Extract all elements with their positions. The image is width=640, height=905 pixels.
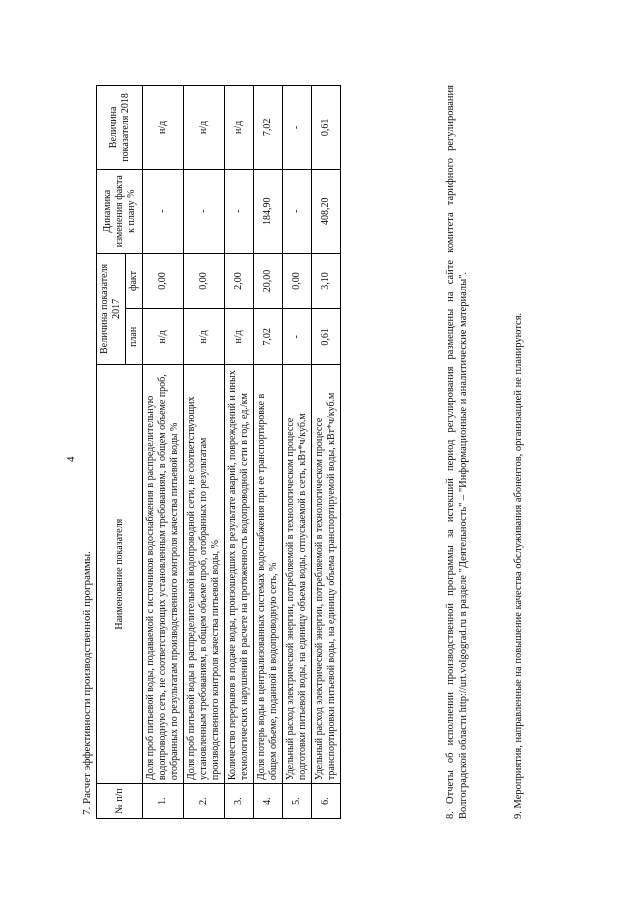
header-num: № п/п: [97, 784, 143, 819]
row-num: 1.: [143, 784, 184, 819]
row-dynamics: 408,20: [312, 169, 341, 253]
row-name: Количество перерывов в подаче воды, произошедших в результате аварий, повреждений и иных технологических нарушений в расчете на протяженность водопроводной сети в год, ед./км: [225, 365, 254, 784]
paragraph-9: 9. Мероприятия, направленные на повышение качества обслуживания абонентов, организацией не планируются.: [513, 312, 524, 819]
row-num: 3.: [225, 784, 254, 819]
row-name: Удельный расход электрической энергии, потребляемой в технологическом процессе транспортировки питьевой воды, на единицу объема транспортируемой воды, кВт*ч/куб.м: [312, 365, 341, 784]
row-plan: н/д: [143, 309, 184, 365]
table-header-row: [97, 86, 126, 819]
table-row: [225, 86, 254, 819]
row-value-2018: 0,61: [312, 86, 341, 170]
row-name: Доля проб питьевой воды, подаваемой с источников водоснабжения в распределительную водопроводную сеть, не соответствующих установленным требованиям, в общем объеме проб, отобранных по результатам производственного контроля качества питьевой воды %: [143, 365, 184, 784]
row-value-2018: -: [283, 86, 312, 170]
row-dynamics: -: [283, 169, 312, 253]
row-fact: 20,00: [254, 253, 283, 309]
row-name: Доля потерь воды в централизованных системах водоснабжения при ее транспортировке в общем объеме, поданной в водопроводную сеть, %: [254, 365, 283, 784]
row-name: Доля проб питьевой воды в распределительной водопроводной сети, не соответствующих установленным требованиям, в общем объеме проб, отобранных по результатам производственного контроля качества питьевой воды, %: [184, 365, 225, 784]
row-fact: 0,00: [143, 253, 184, 309]
row-value-2018: н/д: [143, 86, 184, 170]
row-num: 5.: [283, 784, 312, 819]
table-row: [143, 86, 184, 819]
row-fact: 0,00: [283, 253, 312, 309]
row-fact: 3,10: [312, 253, 341, 309]
row-plan: -: [283, 309, 312, 365]
efficiency-table: [96, 85, 341, 819]
header-value-2017: Величина показателя 2017: [97, 253, 126, 365]
paragraph-8: 8. Отчеты об исполнении производственной программы за истекший период регулирования размещены на сайте комитета тарифного регулирования Волгоградской области http://urt.volgograd.ru в разделе "Деятельность" – "Информационные и аналитические материалы".: [445, 85, 469, 819]
row-fact: 0,00: [184, 253, 225, 309]
table-row: [312, 86, 341, 819]
row-plan: н/д: [184, 309, 225, 365]
header-value-2018: Величина показателя 2018: [97, 86, 143, 170]
header-plan: план: [126, 309, 143, 365]
row-dynamics: -: [184, 169, 225, 253]
header-fact: факт: [126, 253, 143, 309]
row-name: Удельный расход электрической энергии, потребляемой в технологическом процессе подготовки питьевой воды, на единицу объема воды, отпускаемой в сеть, кВт*ч/куб.м: [283, 365, 312, 784]
row-dynamics: 184,90: [254, 169, 283, 253]
section-7-heading: 7. Расчет эффективности производственной программы.: [81, 551, 93, 815]
table-row: [184, 86, 225, 819]
row-num: 4.: [254, 784, 283, 819]
row-plan: н/д: [225, 309, 254, 365]
row-value-2018: н/д: [225, 86, 254, 170]
row-value-2018: 7,02: [254, 86, 283, 170]
row-num: 6.: [312, 784, 341, 819]
table-row: [254, 86, 283, 819]
row-plan: 0,61: [312, 309, 341, 365]
row-dynamics: -: [143, 169, 184, 253]
header-dynamics: Динамика изменения факта к плану %: [97, 169, 143, 253]
row-dynamics: -: [225, 169, 254, 253]
page-number: 4: [65, 456, 77, 462]
row-value-2018: н/д: [184, 86, 225, 170]
table-row: [283, 86, 312, 819]
row-fact: 2,00: [225, 253, 254, 309]
row-num: 2.: [184, 784, 225, 819]
header-name: Наименование показателя: [97, 365, 143, 784]
row-plan: 7,02: [254, 309, 283, 365]
